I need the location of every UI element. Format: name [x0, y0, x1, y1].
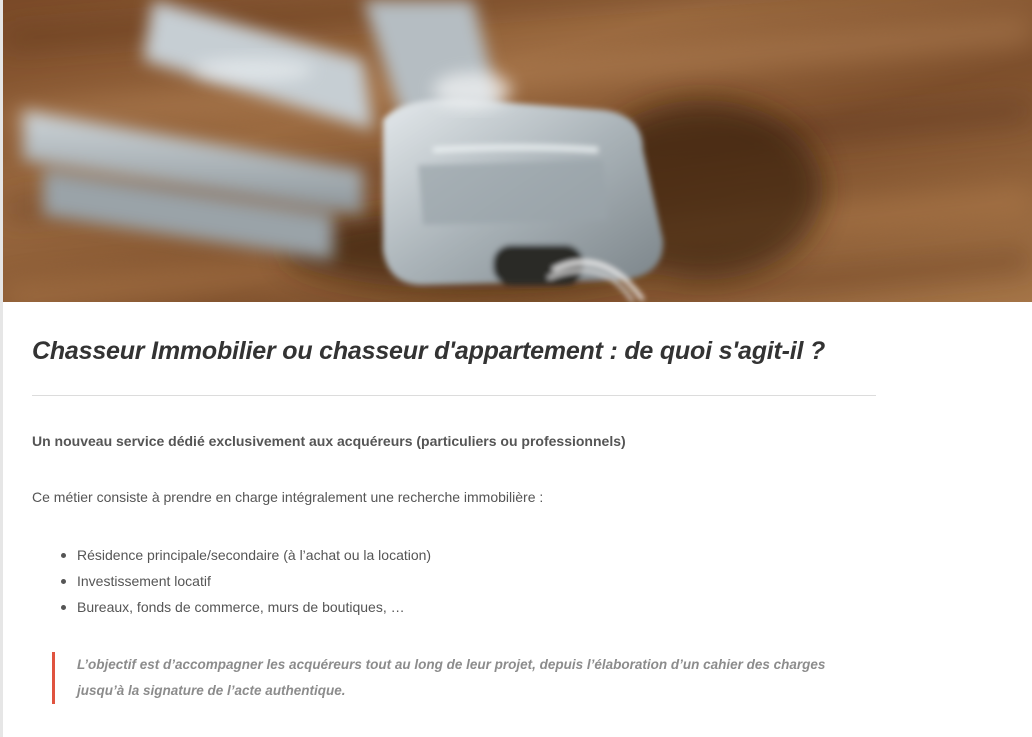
- article-title: Chasseur Immobilier ou chasseur d'appartement : de quoi s'agit-il ?: [32, 337, 826, 365]
- list-item: [77, 568, 877, 594]
- article-intro: Ce métier consiste à prendre en charge intégralement une recherche immobilière :: [32, 489, 544, 505]
- list-item-label: Investissement locatif: [77, 573, 211, 589]
- objective-quote: [52, 652, 837, 704]
- bullet-icon: [61, 579, 66, 584]
- list-item-label: Bureaux, fonds de commerce, murs de boutiques, …: [77, 599, 405, 615]
- bullet-icon: [61, 553, 66, 558]
- list-item: [77, 542, 877, 568]
- keys-photo-icon: [3, 0, 1032, 302]
- article-content: [32, 302, 877, 720]
- bullet-icon: [61, 605, 66, 610]
- list-item: [77, 594, 877, 620]
- search-types-list: [32, 542, 877, 620]
- article-lead: Un nouveau service dédié exclusivement aux acquéreurs (particuliers ou professionnels): [32, 433, 626, 449]
- quote-text: L’objectif est d’accompagner les acquéreurs tout au long de leur projet, depuis l’élaboration d’un cahier des charges jusqu’à la signature de l’acte authentique.: [77, 657, 826, 698]
- title-divider: [32, 395, 876, 396]
- list-item-label: Résidence principale/secondaire (à l’achat ou la location): [77, 547, 432, 563]
- hero-image: [3, 0, 1032, 302]
